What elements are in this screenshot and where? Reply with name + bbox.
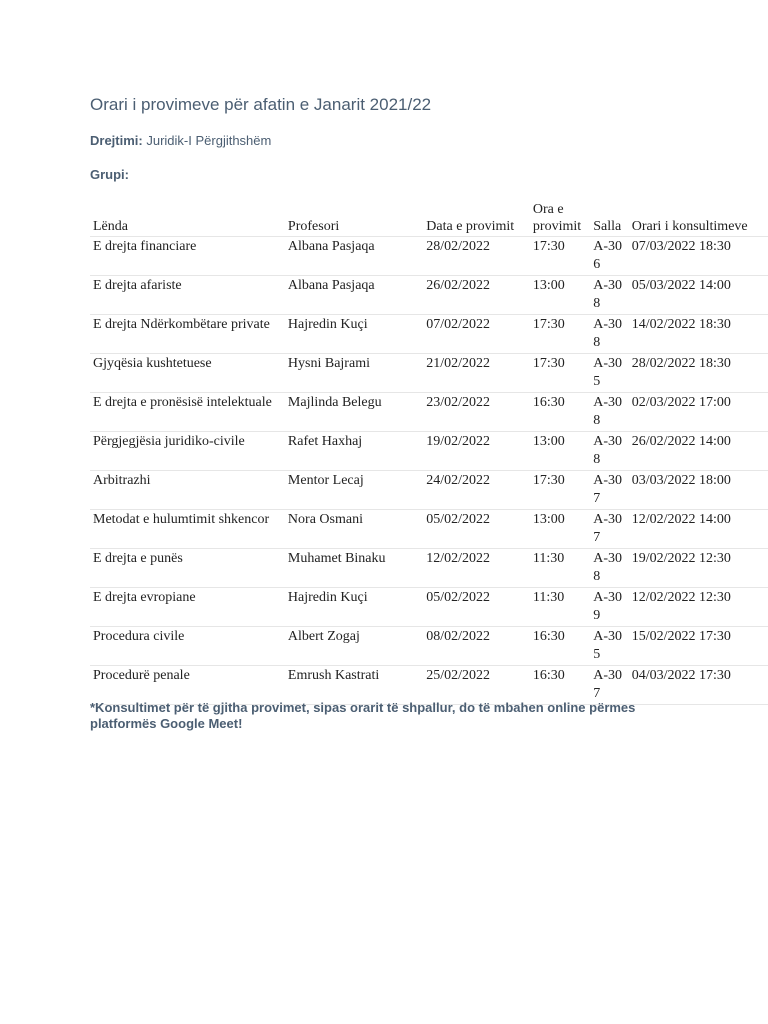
cell-lenda: Procedura civile [90,627,285,666]
cell-data: 08/02/2022 [423,627,530,666]
cell-lenda: E drejta Ndërkombëtare private [90,315,285,354]
table-row [90,276,768,315]
cell-salla: A-307 [590,510,629,549]
cell-data: 05/02/2022 [423,588,530,627]
cell-salla: A-307 [590,666,629,705]
table-row [90,393,768,432]
table-row [90,432,768,471]
cell-data: 28/02/2022 [423,237,530,276]
cell-ora: 11:30 [530,549,590,588]
cell-data: 12/02/2022 [423,549,530,588]
cell-salla: A-308 [590,393,629,432]
table-row [90,549,768,588]
table-row [90,471,768,510]
footnote: *Konsultimet për të gjitha provimet, sipas orarit të shpallur, do të mbahen online përmes platformës Google Meet! [90,700,636,731]
cell-lenda: E drejta afariste [90,276,285,315]
cell-konsultimet: 07/03/2022 18:30 [629,237,768,276]
table-header-row [90,201,768,237]
cell-profesori: Albana Pasjaqa [285,237,423,276]
exam-schedule-table [90,201,768,705]
cell-konsultimet: 12/02/2022 12:30 [629,588,768,627]
cell-salla: A-307 [590,471,629,510]
cell-data: 21/02/2022 [423,354,530,393]
cell-profesori: Hajredin Kuçi [285,315,423,354]
cell-profesori: Hajredin Kuçi [285,588,423,627]
cell-profesori: Majlinda Belegu [285,393,423,432]
cell-ora: 17:30 [530,237,590,276]
cell-ora: 17:30 [530,315,590,354]
cell-konsultimet: 04/03/2022 17:30 [629,666,768,705]
drejtimi-value: Juridik-I Përgjithshëm [146,133,272,148]
cell-konsultimet: 12/02/2022 14:00 [629,510,768,549]
cell-konsultimet: 02/03/2022 17:00 [629,393,768,432]
cell-konsultimet: 15/02/2022 17:30 [629,627,768,666]
cell-konsultimet: 03/03/2022 18:00 [629,471,768,510]
cell-profesori: Albana Pasjaqa [285,276,423,315]
cell-profesori: Albert Zogaj [285,627,423,666]
cell-konsultimet: 19/02/2022 12:30 [629,549,768,588]
cell-ora: 16:30 [530,393,590,432]
header-lenda: Lënda [90,201,285,237]
cell-ora: 13:00 [530,276,590,315]
cell-ora: 17:30 [530,354,590,393]
drejtimi-label: Drejtimi: [90,133,143,148]
cell-salla: A-306 [590,237,629,276]
table-row [90,627,768,666]
cell-data: 23/02/2022 [423,393,530,432]
cell-konsultimet: 28/02/2022 18:30 [629,354,768,393]
cell-ora: 17:30 [530,471,590,510]
cell-profesori: Rafet Haxhaj [285,432,423,471]
cell-lenda: E drejta e pronësisë intelektuale [90,393,285,432]
cell-salla: A-305 [590,627,629,666]
cell-ora: 13:00 [530,510,590,549]
cell-konsultimet: 14/02/2022 18:30 [629,315,768,354]
cell-lenda: E drejta evropiane [90,588,285,627]
table-row [90,588,768,627]
cell-profesori: Hysni Bajrami [285,354,423,393]
drejtimi-line [90,133,271,148]
header-konsultimet: Orari i konsultimeve [629,201,768,237]
header-profesori: Profesori [285,201,423,237]
cell-data: 25/02/2022 [423,666,530,705]
cell-ora: 13:00 [530,432,590,471]
cell-salla: A-308 [590,432,629,471]
cell-profesori: Muhamet Binaku [285,549,423,588]
cell-lenda: Arbitrazhi [90,471,285,510]
table-row [90,315,768,354]
table-row [90,354,768,393]
cell-salla: A-308 [590,315,629,354]
cell-profesori: Mentor Lecaj [285,471,423,510]
table-row [90,510,768,549]
cell-data: 19/02/2022 [423,432,530,471]
page-title: Orari i provimeve për afatin e Janarit 2021/22 [90,95,432,114]
cell-konsultimet: 26/02/2022 14:00 [629,432,768,471]
cell-lenda: Metodat e hulumtimit shkencor [90,510,285,549]
cell-lenda: Përgjegjësia juridiko-civile [90,432,285,471]
cell-ora: 16:30 [530,627,590,666]
cell-data: 05/02/2022 [423,510,530,549]
cell-lenda: Procedurë penale [90,666,285,705]
grupi-label: Grupi: [90,167,129,182]
cell-data: 26/02/2022 [423,276,530,315]
cell-ora: 16:30 [530,666,590,705]
header-ora-line1: Ora e [532,202,564,217]
header-data: Data e provimit [423,201,530,237]
grupi-line [90,167,129,182]
cell-salla: A-308 [590,276,629,315]
cell-ora: 11:30 [530,588,590,627]
cell-konsultimet: 05/03/2022 14:00 [629,276,768,315]
header-ora-line2: provimit [532,219,582,234]
cell-salla: A-308 [590,549,629,588]
cell-salla: A-305 [590,354,629,393]
table-row [90,666,768,705]
cell-data: 24/02/2022 [423,471,530,510]
cell-profesori: Emrush Kastrati [285,666,423,705]
header-ora [530,201,590,237]
table-row [90,237,768,276]
cell-profesori: Nora Osmani [285,510,423,549]
table-body [90,237,768,705]
cell-lenda: E drejta financiare [90,237,285,276]
cell-lenda: Gjyqësia kushtetuese [90,354,285,393]
header-salla: Salla [590,201,629,237]
cell-lenda: E drejta e punës [90,549,285,588]
cell-data: 07/02/2022 [423,315,530,354]
cell-salla: A-309 [590,588,629,627]
